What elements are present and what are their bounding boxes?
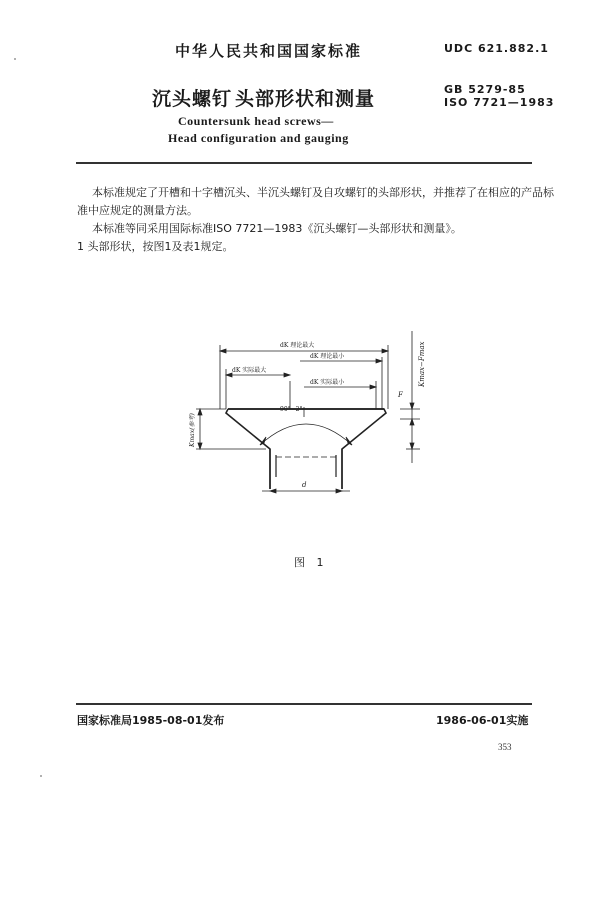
label-d: d xyxy=(302,481,307,489)
label-dk-theory-min: dK 理论最小 xyxy=(310,353,345,360)
title-en-line2: Head configuration and gauging xyxy=(168,131,349,145)
angle-arc xyxy=(260,424,352,445)
scan-speck xyxy=(14,58,16,60)
figure-caption: 图 1 xyxy=(294,556,328,569)
title-cn-part2: 头部形状和测量 xyxy=(235,88,376,110)
label-dk-actual-min: dK 实际最小 xyxy=(310,379,345,386)
paragraph-scope-line1: 本标准规定了开槽和十字槽沉头、半沉头螺钉及自攻螺钉的头部形状，并推荐了在相应的产品标 xyxy=(92,186,554,199)
label-dk-actual-max: dK 实际最大 xyxy=(232,367,267,374)
label-angle: 90°−2° xyxy=(280,406,303,413)
gb-number: GB 5279-85 xyxy=(444,83,526,96)
countersunk-head-figure xyxy=(180,325,450,505)
footer-divider xyxy=(76,703,532,705)
paragraph-scope-line2: 准中应规定的测量方法。 xyxy=(77,204,198,217)
scan-speck xyxy=(40,775,42,777)
label-f: F xyxy=(398,391,403,399)
implementation-date: 1986-06-01实施 xyxy=(436,714,529,727)
national-standard-heading: 中华人民共和国国家标准 xyxy=(175,42,363,60)
section-1-heading: 1 头部形状，按图1及表1规定。 xyxy=(77,240,234,253)
page-number: 353 xyxy=(498,742,512,752)
iso-number: ISO 7721—1983 xyxy=(444,96,555,109)
header-divider xyxy=(76,162,532,164)
label-dk-theory-max: dK 理论最大 xyxy=(280,342,315,349)
label-kmax-fmax: Kmax−Fmax xyxy=(418,341,426,387)
issue-date: 国家标准局1985-08-01发布 xyxy=(77,714,225,727)
paragraph-equivalence: 本标准等同采用国际标准ISO 7721—1983《沉头螺钉—头部形状和测量》。 xyxy=(92,222,462,235)
title-cn-part1: 沉头螺钉 xyxy=(152,88,233,110)
title-en-line1: Countersunk head screws— xyxy=(178,114,334,128)
udc-code: UDC 621.882.1 xyxy=(444,42,549,55)
label-kmax-ref: Kmax(参考) xyxy=(189,413,196,447)
